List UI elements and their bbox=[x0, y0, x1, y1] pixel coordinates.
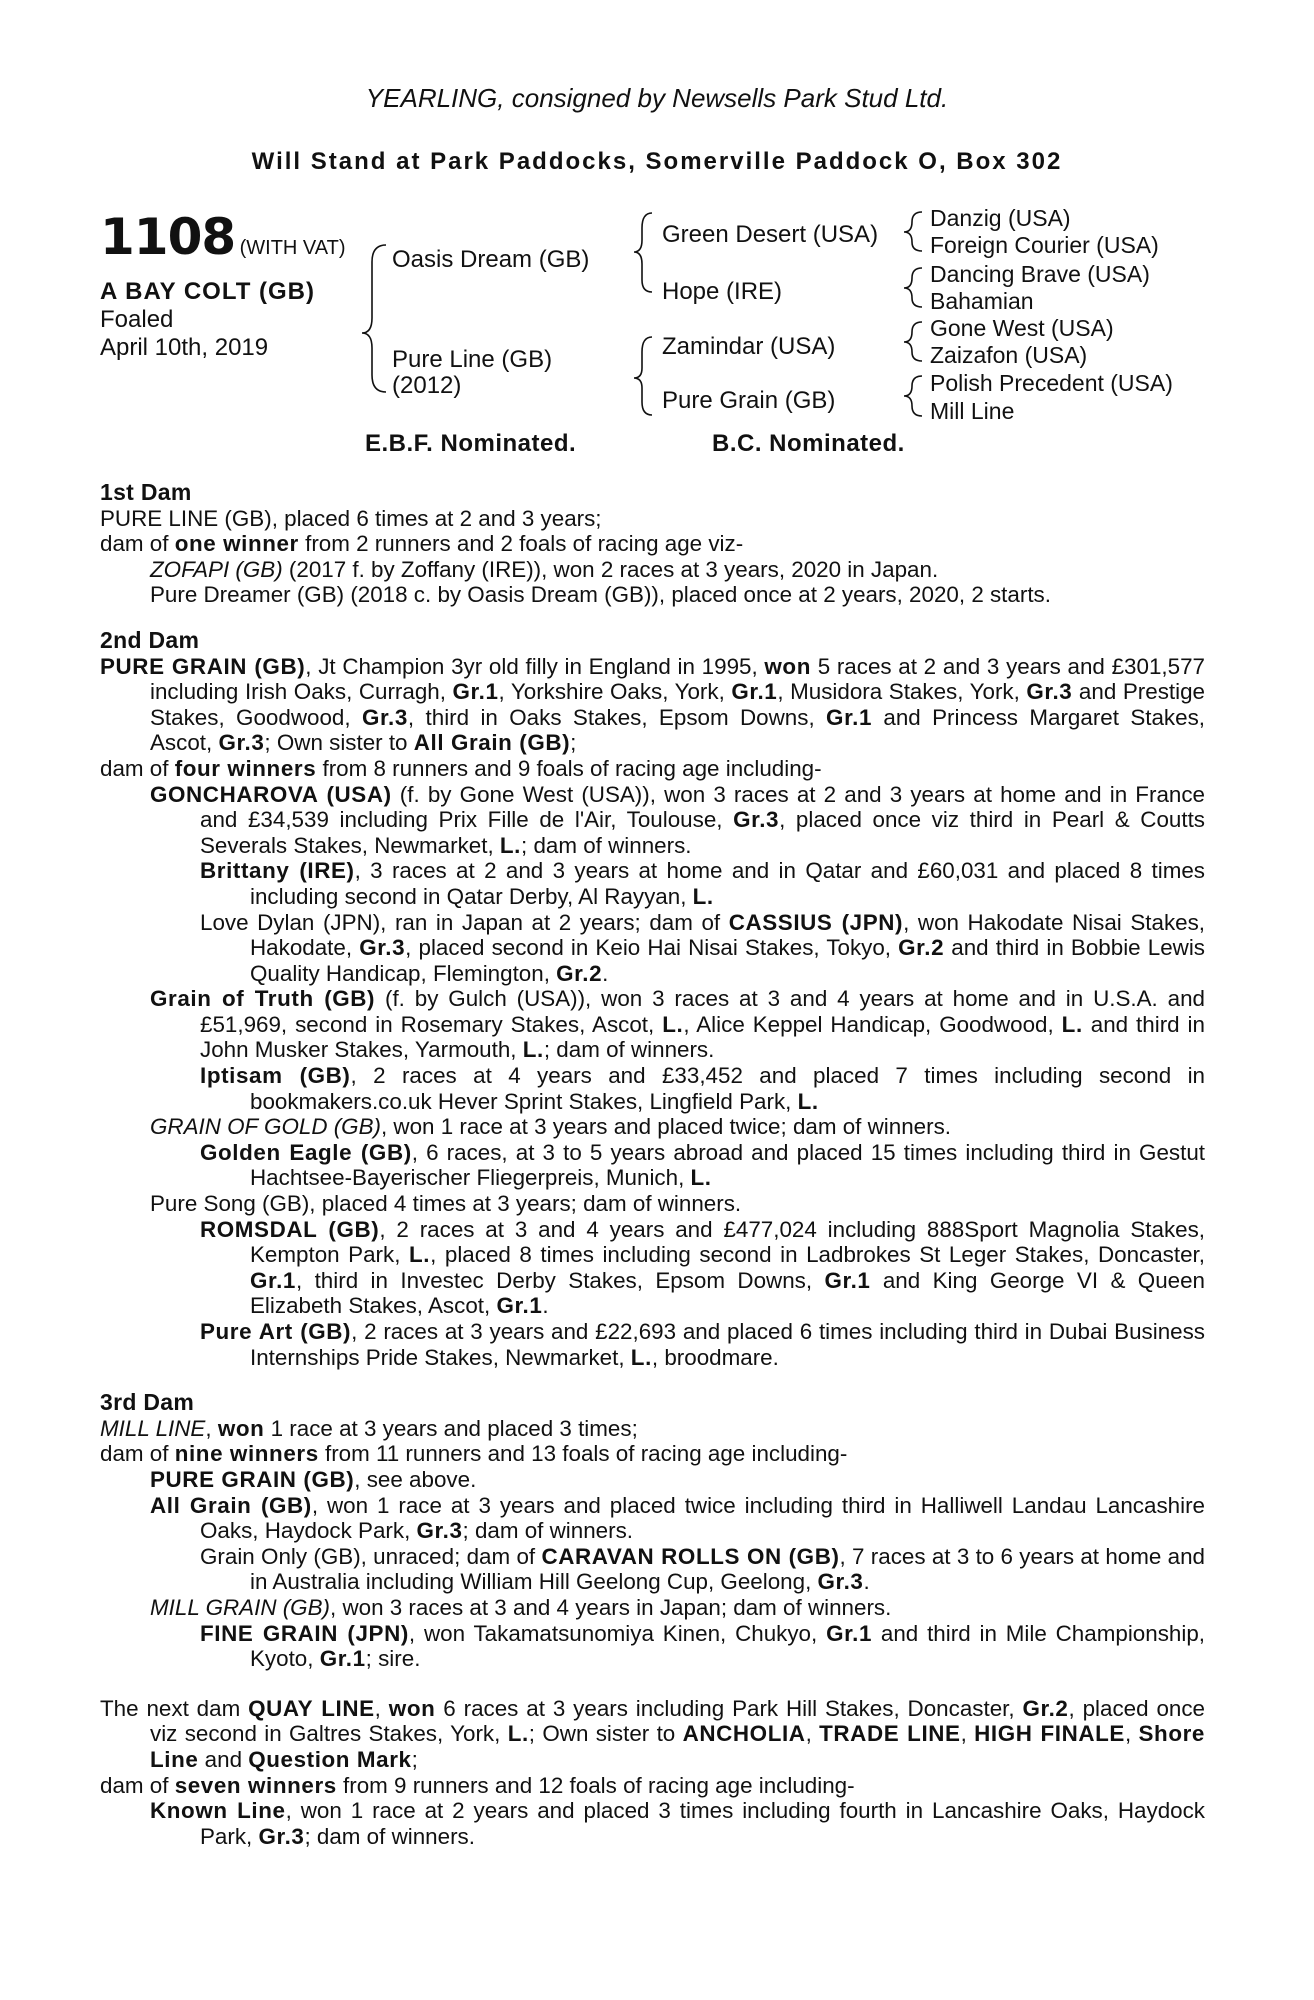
bold-run: L. bbox=[507, 1721, 529, 1747]
pedigree-gen4-7: Polish Precedent (USA) bbox=[930, 370, 1173, 396]
text-run: and King George VI & Queen Elizabeth Stakes, Ascot, bbox=[250, 1267, 1206, 1319]
bold-run: CASSIUS (JPN) bbox=[728, 909, 904, 935]
text-run: The next dam bbox=[100, 1695, 249, 1721]
spacer bbox=[100, 1672, 1205, 1696]
third-dam-line bbox=[100, 1416, 1205, 1442]
text-run: ; Own sister to bbox=[528, 1721, 683, 1747]
text-run: , 3 races at 2 and 3 years at home and in Qatar and £60,031 and placed 8 times including second in Qatar Derby, Al Rayyan, bbox=[250, 858, 1205, 909]
text-run: (f. by Gone West (USA)), won 3 races at 2 and 3 years at home and in France and £34,539 including Prix Fille de l'Air, Toulouse, bbox=[200, 781, 1205, 833]
text-run: ; bbox=[411, 1746, 418, 1772]
bold-run: four winners bbox=[174, 755, 317, 781]
text-run: , bbox=[1124, 1721, 1139, 1747]
italic-run: MILL GRAIN (GB) bbox=[150, 1594, 330, 1620]
text-run: dam of bbox=[100, 755, 175, 781]
text-run: , third in Oaks Stakes, Epsom Downs, bbox=[407, 704, 827, 730]
bold-run: Shore Line bbox=[150, 1721, 1205, 1772]
text-run: , won 3 races at 3 and 4 years in Japan; dam of winners. bbox=[330, 1594, 892, 1620]
bold-run: All Grain (GB) bbox=[413, 730, 571, 756]
stand-location: Will Stand at Park Paddocks, Somerville Paddock O, Box 302 bbox=[251, 148, 1063, 175]
pedigree-sire-dam: Hope (IRE) bbox=[662, 278, 783, 305]
text-run: ; dam of winners. bbox=[462, 1518, 633, 1544]
next-dam-line bbox=[100, 1773, 1205, 1799]
second-dam-grandproduce bbox=[100, 1217, 1205, 1319]
text-run: (2017 f. by Zoffany (IRE)), won 2 races at 3 years, 2020 in Japan. bbox=[282, 556, 939, 582]
third-dam-heading: 3rd Dam bbox=[100, 1389, 195, 1416]
text-run: and bbox=[198, 1746, 249, 1772]
bold-run: All Grain (GB) bbox=[150, 1492, 312, 1518]
next-dam-line bbox=[100, 1696, 1205, 1773]
bold-run: nine winners bbox=[174, 1441, 319, 1467]
bc-nomination: B.C. Nominated. bbox=[712, 430, 905, 457]
bold-run: L. bbox=[662, 1011, 684, 1037]
pedigree-dam-year: (2012) bbox=[392, 372, 462, 399]
text-run: , broodmare. bbox=[651, 1344, 779, 1370]
bold-run: Gr.1 bbox=[250, 1267, 296, 1293]
italic-run: MILL LINE bbox=[100, 1415, 206, 1441]
text-run: , third in Investec Derby Stakes, Epsom Downs, bbox=[295, 1267, 825, 1293]
text-run: from 2 runners and 2 foals of racing age viz- bbox=[298, 531, 744, 557]
third-dam-produce bbox=[100, 1467, 1205, 1493]
bold-run: Gr.3 bbox=[359, 935, 406, 961]
text-run: , 6 races, at 3 to 5 years abroad and placed 15 times including third in Gestut Hachtsee-Bayerischer Fliegerpreis, Munich, bbox=[250, 1139, 1205, 1191]
text-run: and third in Mile Championship, Kyoto, bbox=[250, 1620, 1205, 1672]
third-dam-produce bbox=[100, 1595, 1205, 1621]
text-run: , Yorkshire Oaks, York, bbox=[498, 679, 732, 705]
text-run: , bbox=[205, 1415, 218, 1441]
lot-number: 1108 bbox=[100, 208, 236, 266]
text-run: , Jt Champion 3yr old filly in England in 1995, bbox=[305, 653, 765, 679]
bold-run: PURE GRAIN (GB) bbox=[100, 653, 306, 679]
first-dam-produce bbox=[100, 582, 1205, 608]
text-run: ; Own sister to bbox=[264, 730, 414, 756]
bold-run: Gr.2 bbox=[898, 935, 945, 961]
bold-run: L. bbox=[1061, 1011, 1083, 1037]
pedigree-gen4-1: Danzig (USA) bbox=[930, 205, 1071, 231]
brace-pure-grain bbox=[904, 376, 922, 416]
bold-run: ANCHOLIA bbox=[682, 1721, 806, 1747]
vat-note: (WITH VAT) bbox=[239, 237, 346, 259]
italic-run: GRAIN OF GOLD (GB) bbox=[150, 1114, 381, 1140]
pedigree-gen4-3: Dancing Brave (USA) bbox=[930, 261, 1150, 287]
text-run: and third in Bobbie Lewis Quality Handicap, Flemington, bbox=[250, 935, 1205, 986]
foaled-date: April 10th, 2019 bbox=[100, 334, 269, 361]
sire-line-brace bbox=[634, 213, 652, 292]
text-run: , 2 races at 4 years and £33,452 and placed 7 times including second in bookmakers.co.uk Hever Sprint Stakes, Lingfield Park, bbox=[250, 1063, 1205, 1114]
ebf-nomination: E.B.F. Nominated. bbox=[365, 430, 577, 457]
bold-run: Gr.3 bbox=[258, 1823, 305, 1849]
bold-run: Brittany (IRE) bbox=[200, 858, 355, 884]
text-run: , bbox=[805, 1721, 820, 1747]
pedigree-dam-dam: Pure Grain (GB) bbox=[662, 387, 836, 414]
text-run: ; dam of winners. bbox=[521, 832, 692, 858]
pedigree-gen4-5: Gone West (USA) bbox=[930, 315, 1114, 341]
bold-run: L. bbox=[690, 1165, 712, 1191]
text-run: . bbox=[542, 1293, 549, 1319]
dam-line-brace bbox=[634, 337, 652, 415]
bold-run: L. bbox=[522, 1037, 544, 1063]
first-dam-heading: 1st Dam bbox=[100, 479, 192, 505]
italic-run: ZOFAPI (GB) bbox=[150, 556, 283, 582]
bold-run: FINE GRAIN (JPN) bbox=[200, 1620, 409, 1646]
bold-run: Gr.2 bbox=[556, 960, 603, 986]
text-run: , won Takamatsunomiya Kinen, Chukyo, bbox=[408, 1620, 827, 1646]
brace-zamindar bbox=[904, 322, 922, 361]
text-run: (f. by Gulch (USA)), won 3 races at 3 and 4 years at home and in U.S.A. and £51,969, second in Rosemary Stakes, Ascot, bbox=[200, 986, 1206, 1037]
second-dam-produce bbox=[100, 1191, 1205, 1217]
bold-run: PURE GRAIN (GB) bbox=[150, 1466, 355, 1492]
bold-run: won bbox=[217, 1415, 265, 1441]
text-run: 5 races at 2 and 3 years and £301,577 including Irish Oaks, Curragh, bbox=[150, 653, 1205, 705]
text-run: PURE LINE (GB), placed 6 times at 2 and 3 years; bbox=[100, 505, 602, 531]
bold-run: L. bbox=[408, 1242, 431, 1268]
text-run: and Princess Margaret Stakes, Ascot, bbox=[150, 704, 1206, 756]
text-run: Love Dylan (JPN), ran in Japan at 2 years; dam of bbox=[200, 909, 729, 935]
text-run: , bbox=[374, 1695, 389, 1721]
bold-run: Gr.3 bbox=[416, 1518, 463, 1544]
bold-run: Gr.2 bbox=[1022, 1695, 1069, 1721]
bold-run: Pure Art (GB) bbox=[200, 1319, 352, 1344]
text-run: 1 race at 3 years and placed 3 times; bbox=[264, 1415, 638, 1441]
second-dam-heading: 2nd Dam bbox=[100, 626, 200, 653]
third-dam-grandproduce bbox=[100, 1621, 1205, 1672]
second-dam-produce bbox=[100, 1114, 1205, 1140]
first-dam-line bbox=[100, 506, 1205, 532]
sire-dam-brace bbox=[362, 245, 386, 392]
bold-run: won bbox=[764, 653, 811, 679]
text-run: and Prestige Stakes, Goodwood, bbox=[150, 679, 1205, 730]
bold-run: Gr.1 bbox=[826, 1620, 873, 1646]
text-run: , placed second in Keio Hai Nisai Stakes, Tokyo, bbox=[405, 935, 899, 961]
bold-run: won bbox=[388, 1695, 436, 1721]
text-run: . bbox=[602, 960, 609, 986]
bold-run: L. bbox=[499, 832, 521, 858]
bold-run: Gr.3 bbox=[218, 730, 265, 756]
second-dam-grandproduce bbox=[100, 910, 1205, 987]
second-dam-produce bbox=[100, 986, 1205, 1063]
second-dam-produce bbox=[100, 782, 1205, 859]
text-run: from 11 runners and 13 foals of racing age including- bbox=[318, 1441, 848, 1467]
third-dam-line bbox=[100, 1441, 1205, 1467]
text-run: dam of bbox=[100, 531, 175, 557]
pedigree-dam: Pure Line (GB) bbox=[392, 346, 553, 373]
pedigree-gen4-8: Mill Line bbox=[930, 398, 1015, 424]
bold-run: GONCHAROVA (USA) bbox=[150, 781, 392, 807]
pedigree-gen4-6: Zaizafon (USA) bbox=[930, 342, 1088, 368]
bold-run: ROMSDAL (GB) bbox=[200, 1216, 380, 1242]
text-run: , won 1 race at 2 years and placed 3 times including fourth in Lancashire Oaks, Haydock Park, bbox=[200, 1798, 1205, 1849]
text-run: ; sire. bbox=[365, 1646, 421, 1672]
brace-green-desert bbox=[904, 212, 922, 251]
text-run: Pure Song (GB), placed 4 times at 3 years; dam of winners. bbox=[150, 1191, 742, 1217]
pedigree-dam-sire: Zamindar (USA) bbox=[662, 333, 836, 360]
bold-run: Gr.3 bbox=[1026, 679, 1073, 705]
text-run: dam of bbox=[100, 1772, 175, 1798]
text-run: , 2 races at 3 and 4 years and £477,024 including 888Sport Magnolia Stakes, Kempton Park, bbox=[250, 1216, 1206, 1268]
bold-run: QUAY LINE bbox=[248, 1695, 375, 1721]
bold-run: Grain of Truth (GB) bbox=[150, 986, 376, 1012]
bold-run: HIGH FINALE bbox=[974, 1721, 1125, 1747]
second-dam-grandproduce bbox=[100, 1140, 1205, 1191]
text-run: , bbox=[960, 1721, 975, 1747]
text-run: , 2 races at 3 years and £22,693 and placed 6 times including third in Dubai Business Internships Pride Stakes, Newmarket, bbox=[250, 1319, 1205, 1370]
bold-run: Gr.1 bbox=[452, 679, 499, 705]
next-dam-produce bbox=[100, 1798, 1205, 1849]
bold-run: L. bbox=[797, 1088, 819, 1114]
text-run: ; dam of winners. bbox=[304, 1823, 475, 1849]
second-dam-grandproduce bbox=[100, 1063, 1205, 1114]
text-run: and third in John Musker Stakes, Yarmouth, bbox=[200, 1011, 1205, 1063]
text-run: , won Hakodate Nisai Stakes, Hakodate, bbox=[250, 909, 1206, 961]
pedigree-gen4-4: Bahamian bbox=[930, 288, 1034, 314]
foaled-label: Foaled bbox=[100, 306, 174, 333]
text-run: . bbox=[863, 1569, 870, 1595]
bold-run: Iptisam (GB) bbox=[200, 1063, 351, 1089]
bold-run: Gr.1 bbox=[826, 704, 873, 730]
bold-run: Question Mark bbox=[248, 1746, 412, 1772]
pedigree-sire-sire: Green Desert (USA) bbox=[662, 221, 879, 248]
text-run: ; dam of winners. bbox=[543, 1037, 715, 1063]
text-run: from 8 runners and 9 foals of racing age including- bbox=[316, 755, 822, 781]
bold-run: L. bbox=[630, 1344, 652, 1370]
text-run: , Alice Keppel Handicap, Goodwood, bbox=[683, 1011, 1062, 1037]
text-run: , won 1 race at 3 years and placed twice including third in Halliwell Landau Lancashire Oaks, Haydock Park, bbox=[200, 1492, 1205, 1544]
bold-run: L. bbox=[692, 883, 714, 909]
text-run: , placed once viz third in Pearl & Coutts Severals Stakes, Newmarket, bbox=[200, 807, 1205, 858]
bold-run: seven winners bbox=[174, 1772, 337, 1798]
text-run: Grain Only (GB), unraced; dam of bbox=[200, 1543, 542, 1569]
third-dam-produce bbox=[100, 1493, 1205, 1544]
second-dam-grandproduce bbox=[100, 858, 1205, 909]
text-run: , Musidora Stakes, York, bbox=[777, 679, 1027, 705]
text-run: , won 1 race at 3 years and placed twice; dam of winners. bbox=[380, 1114, 951, 1140]
catalogue-body bbox=[100, 480, 1205, 1849]
text-run: , placed once viz second in Galtres Stakes, York, bbox=[150, 1695, 1206, 1747]
text-run: , 7 races at 3 to 6 years at home and in Australia including William Hill Geelong Cup, Geelong, bbox=[250, 1543, 1205, 1595]
second-dam-grandproduce bbox=[100, 1319, 1205, 1370]
bold-run: CARAVAN ROLLS ON (GB) bbox=[541, 1543, 840, 1569]
second-dam-line bbox=[100, 756, 1205, 782]
bold-run: Gr.3 bbox=[361, 704, 408, 730]
third-dam-grandproduce bbox=[100, 1544, 1205, 1595]
text-run: 6 races at 3 years including Park Hill Stakes, Doncaster, bbox=[435, 1695, 1023, 1721]
text-run: from 9 runners and 12 foals of racing age including- bbox=[336, 1772, 855, 1798]
bold-run: Gr.3 bbox=[817, 1569, 864, 1595]
bold-run: Gr.1 bbox=[496, 1293, 543, 1319]
bold-run: Golden Eagle (GB) bbox=[200, 1139, 412, 1165]
consignment-line: YEARLING, consigned by Newsells Park Stud Ltd. bbox=[365, 83, 949, 113]
text-run: , placed 8 times including second in Ladbrokes St Leger Stakes, Doncaster, bbox=[430, 1242, 1205, 1268]
text-run: ; bbox=[570, 730, 577, 756]
bold-run: Gr.1 bbox=[319, 1646, 366, 1672]
text-run: Pure Dreamer (GB) (2018 c. by Oasis Dream (GB)), placed once at 2 years, 2020, 2 starts. bbox=[150, 582, 1051, 608]
lot-description: A BAY COLT (GB) bbox=[100, 278, 316, 305]
bold-run: one winner bbox=[174, 531, 299, 557]
pedigree-sire: Oasis Dream (GB) bbox=[392, 246, 590, 273]
first-dam-produce bbox=[100, 557, 1205, 583]
bold-run: Known Line bbox=[150, 1798, 286, 1824]
second-dam-line bbox=[100, 654, 1205, 756]
bold-run: Gr.3 bbox=[733, 807, 780, 833]
text-run: dam of bbox=[100, 1441, 175, 1467]
first-dam-line bbox=[100, 531, 1205, 557]
pedigree-gen4-2: Foreign Courier (USA) bbox=[930, 232, 1159, 258]
bold-run: Gr.1 bbox=[824, 1267, 871, 1293]
brace-hope bbox=[904, 268, 922, 307]
bold-run: TRADE LINE bbox=[819, 1721, 961, 1747]
bold-run: Gr.1 bbox=[731, 679, 778, 705]
text-run: , see above. bbox=[354, 1466, 477, 1492]
